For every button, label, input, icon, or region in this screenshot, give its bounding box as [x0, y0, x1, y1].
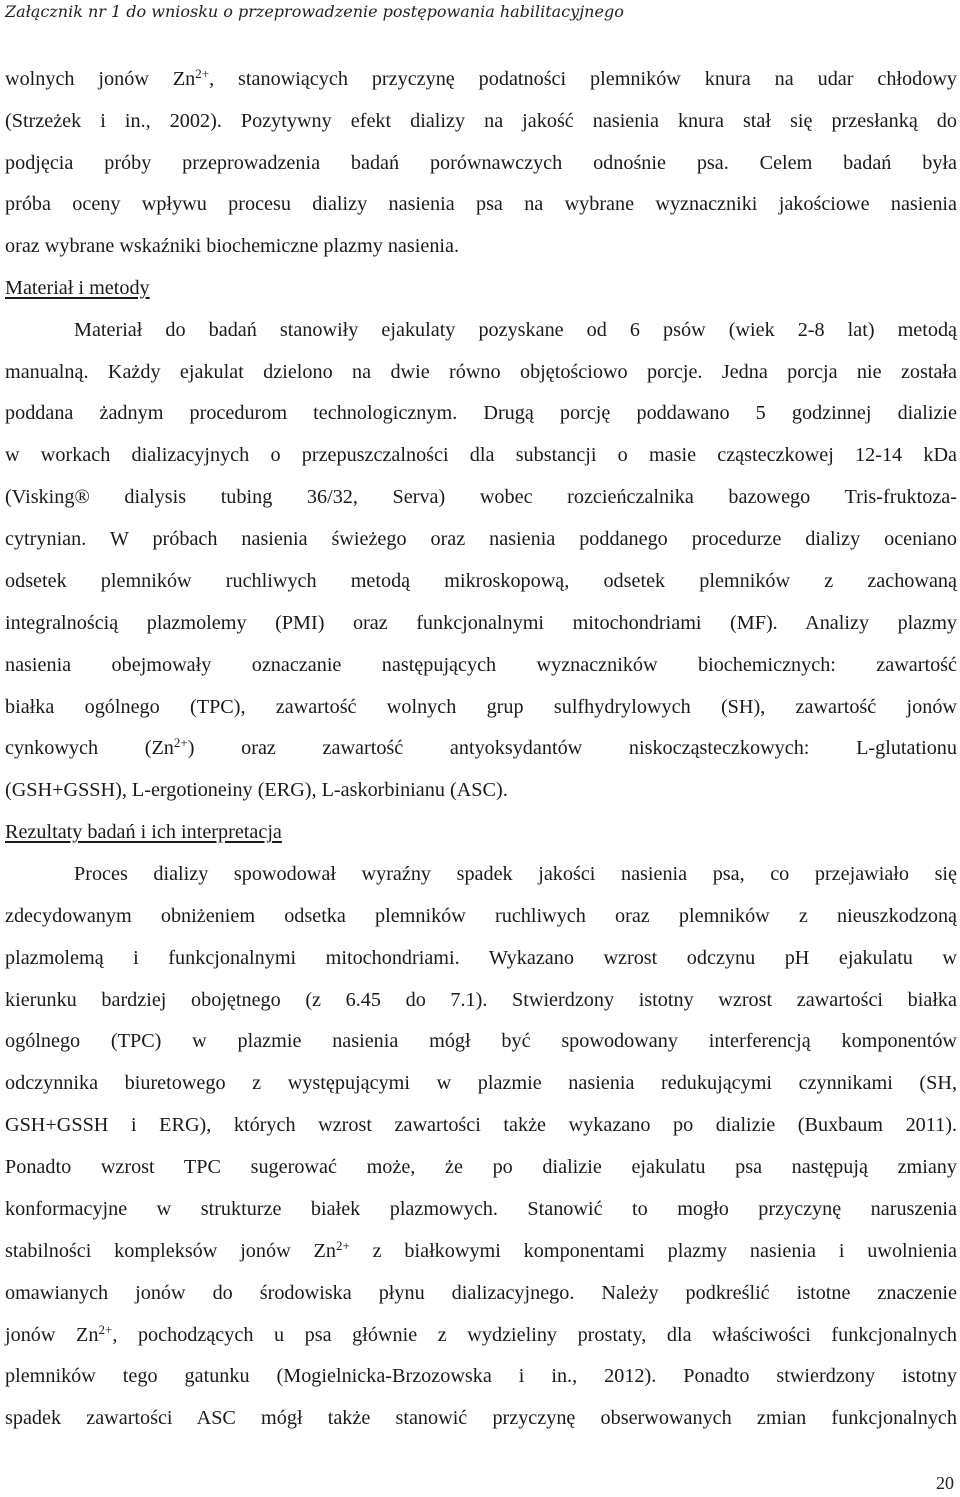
text-line: białka ogólnego (TPC), zawartość wolnych grup sulfhydrylowych (SH), zawartość jonów: [5, 696, 957, 718]
text-line: kierunku bardziej obojętnego (z 6.45 do 7.1). Stwierdzony istotny wzrost zawartości białka: [5, 989, 957, 1011]
text-line: ogólnego (TPC) w plazmie nasienia mógł być spowodowany interferencją komponentów: [5, 1030, 957, 1052]
text-line: w workach dializacyjnych o przepuszczalności dla substancji o masie cząsteczkowej 12-14 kDa: [5, 444, 957, 466]
text-line: podjęcia próby przeprowadzenia badań porównawczych odnośnie psa. Celem badań była: [5, 152, 957, 174]
section-heading: Materiał i metody: [5, 277, 150, 299]
text-line: zdecydowanym obniżeniem odsetka plemników ruchliwych oraz plemników z nieuszkodzoną: [5, 905, 957, 927]
charge-superscript: 2+: [335, 1238, 350, 1253]
text-line: wolnych jonów $Zn^{2+}$, stanowiących przyczynę podatności plemników knura na udar chłodowy: [5, 66, 957, 90]
text-line: (GSH+GSSH), L-ergotioneiny (ERG), L-askorbinianu (ASC).: [5, 779, 508, 801]
text-line: nasienia obejmowały oznaczanie następujących wyznaczników biochemicznych: zawartość: [5, 654, 957, 676]
text-line: poddana żadnym procedurom technologicznym. Drugą porcję poddawano 5 godzinnej dializie: [5, 402, 957, 424]
text-line: konformacyjne w strukturze białek plazmowych. Stanowić to mogło przyczynę naruszenia: [5, 1198, 957, 1220]
page-number: 20: [936, 1473, 954, 1493]
text-line: odsetek plemników ruchliwych metodą mikroskopową, odsetek plemników z zachowaną: [5, 570, 957, 592]
text-line: Ponadto wzrost TPC sugerować może, że po dializie ejakulatu psa następują zmiany: [5, 1156, 957, 1178]
text-line: (Visking® dialysis tubing 36/32, Serva) wobec rozcieńczalnika bazowego Tris-fruktoza-: [5, 486, 957, 508]
text-line: GSH+GSSH i ERG), których wzrost zawartości także wykazano po dializie (Buxbaum 2011).: [5, 1114, 957, 1136]
text-line: odczynnika biuretowego z występującymi w plazmie nasienia redukującymi czynnikami (SH,: [5, 1072, 957, 1094]
text-line: Proces dializy spowodował wyraźny spadek jakości nasienia psa, co przejawiało się: [74, 863, 957, 885]
section-heading: Rezultaty badań i ich interpretacja: [5, 821, 282, 843]
text-line: cynkowych $(Zn^{2+})$ oraz zawartość antyoksydantów niskocząsteczkowych: L-glutationu: [5, 735, 957, 759]
charge-superscript: 2+: [173, 735, 188, 750]
text-line: cytrynian. W próbach nasienia świeżego oraz nasienia poddanego procedurze dializy oceniano: [5, 528, 957, 550]
text-line: oraz wybrane wskaźniki biochemiczne plazmy nasienia.: [5, 235, 460, 257]
text-line: plemników tego gatunku (Mogielnicka-Brzozowska i in., 2012). Ponadto stwierdzony istotny: [5, 1365, 957, 1387]
text-line: spadek zawartości ASC mógł także stanowić przyczynę obserwowanych zmian funkcjonalnych: [5, 1407, 957, 1429]
text-line: próba oceny wpływu procesu dializy nasienia psa na wybrane wyznaczniki jakościowe nasienia: [5, 193, 957, 215]
text-line: (Strzeżek i in., 2002). Pozytywny efekt dializy na jakość nasienia knura stał się przesłanką do: [5, 110, 957, 132]
charge-superscript: 2+: [98, 1322, 113, 1337]
charge-superscript: 2+: [195, 66, 210, 81]
text-line: Materiał do badań stanowiły ejakulaty pozyskane od 6 psów (wiek 2-8 lat) metodą: [74, 319, 957, 341]
text-line: integralnością plazmolemy (PMI) oraz funkcjonalnymi mitochondriami (MF). Analizy plazmy: [5, 612, 957, 634]
text-line: manualną. Każdy ejakulat dzielono na dwie równo objętościowo porcje. Jedna porcja nie została: [5, 361, 957, 383]
page-header: Załącznik nr 1 do wniosku o przeprowadzenie postępowania habilitacyjnego: [5, 2, 624, 21]
text-line: plazmolemą i funkcjonalnymi mitochondriami. Wykazano wzrost odczynu pH ejakulatu w: [5, 947, 957, 969]
text-line: omawianych jonów do środowiska płynu dializacyjnego. Należy podkreślić istotne znaczenie: [5, 1282, 957, 1304]
text-line: stabilności kompleksów jonów $Zn^{2+}$ z białkowymi komponentami plazmy nasienia i uwolnienia: [5, 1238, 957, 1262]
text-line: jonów $Zn^{2+}$, pochodzących u psa głównie z wydzieliny prostaty, dla właściwości funkcjonalnych: [5, 1322, 957, 1346]
